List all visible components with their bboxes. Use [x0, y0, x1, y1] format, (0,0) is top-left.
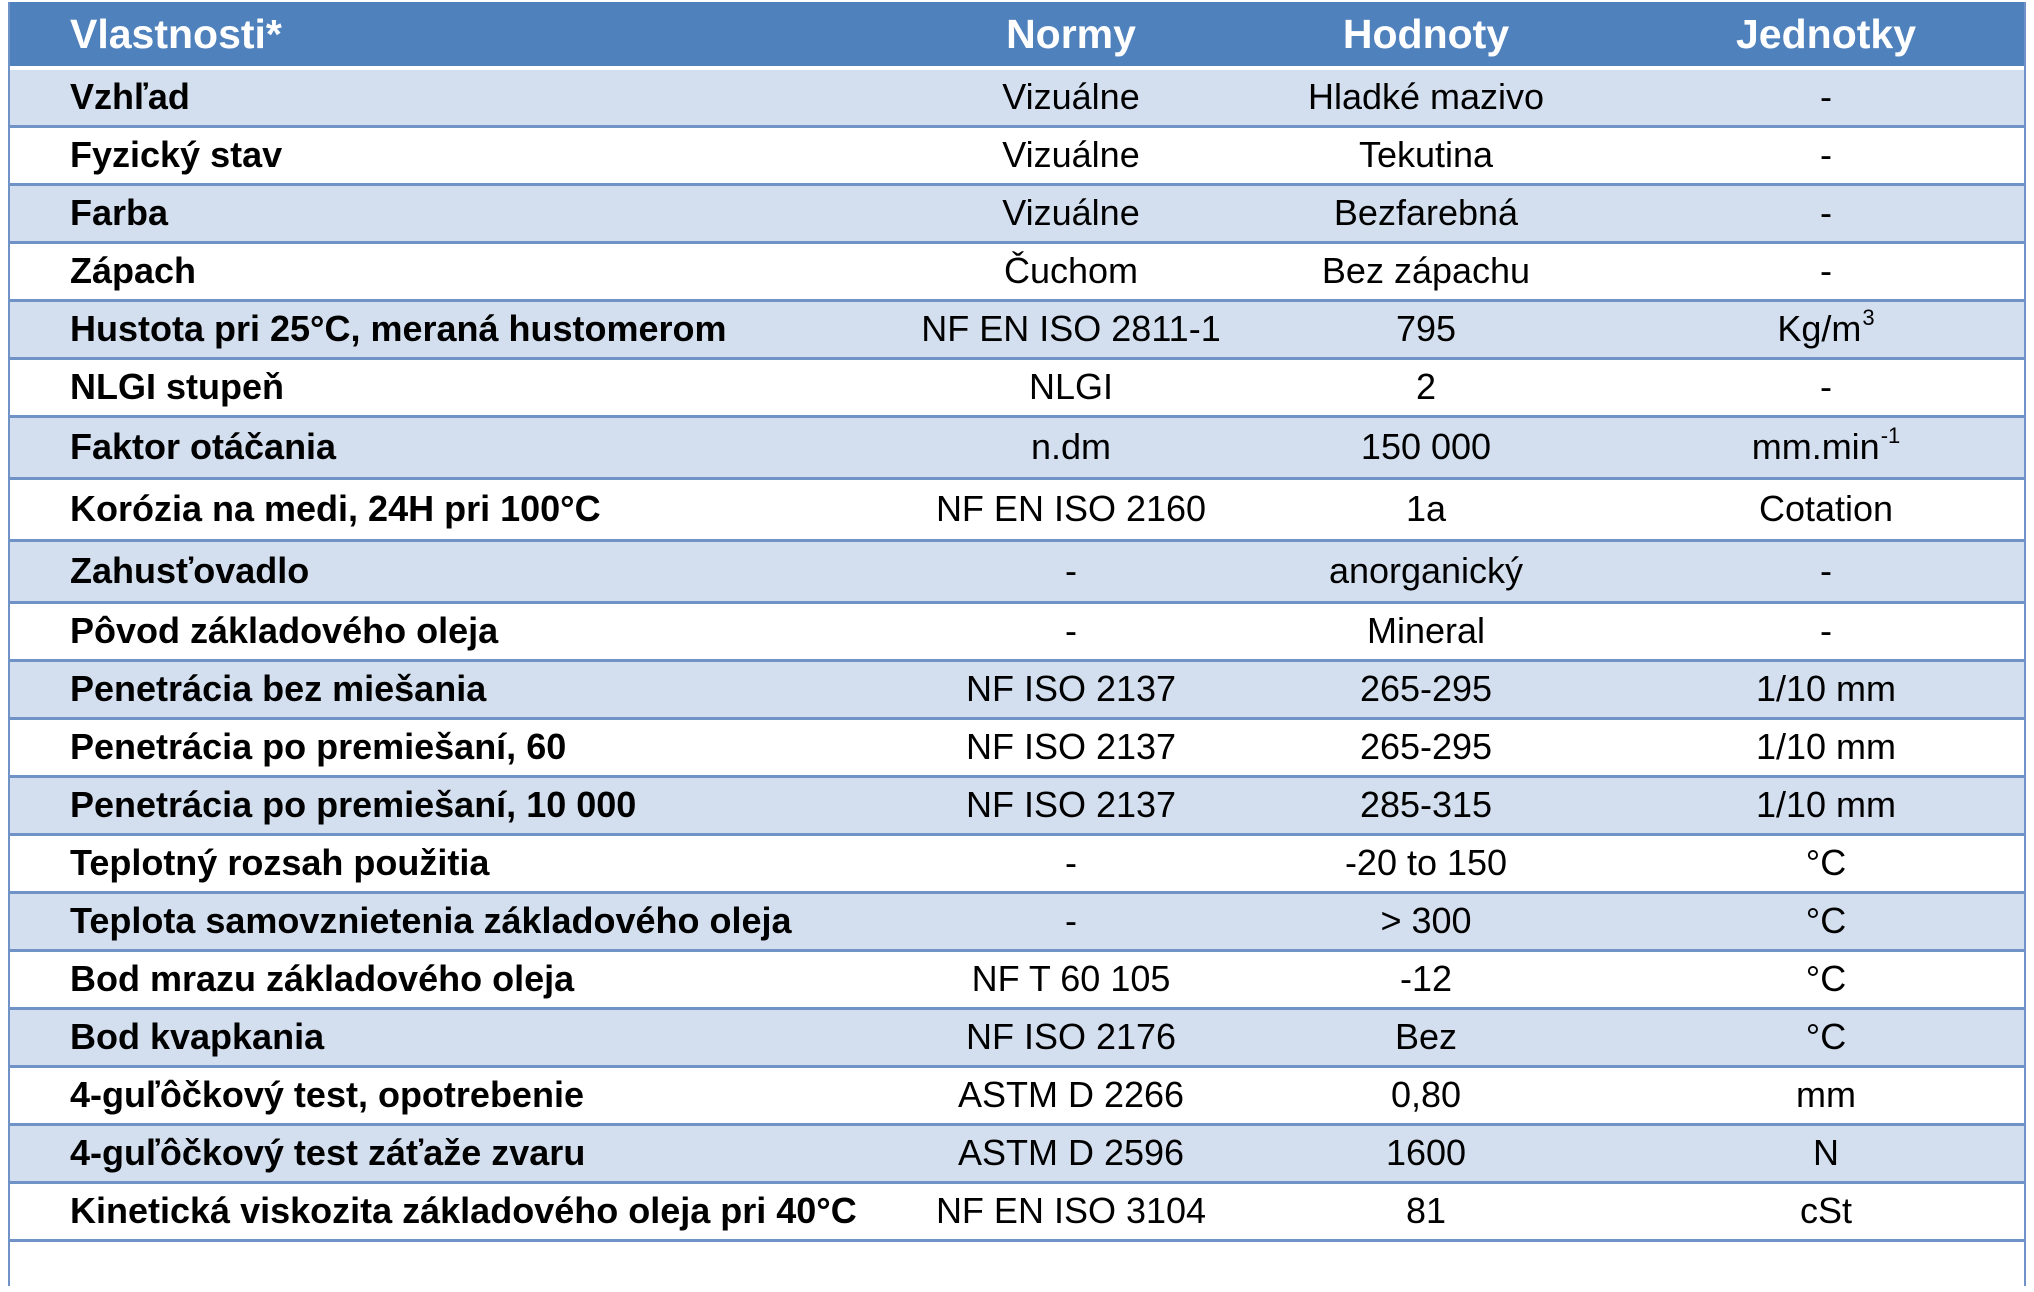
cell-unit: 1/10 mm — [1755, 668, 1897, 709]
unit-text: mm.min — [1751, 426, 1880, 467]
cell-property: Teplotný rozsah použitia — [70, 842, 490, 883]
cell-property: 4-guľôčkový test, opotrebenie — [70, 1074, 584, 1115]
cell-norm: NF ISO 2137 — [965, 668, 1177, 709]
table-row — [8, 358, 2026, 416]
cell-value: 81 — [1405, 1190, 1447, 1231]
cell-norm: NF T 60 105 — [971, 958, 1171, 999]
cell-value: 285-315 — [1359, 784, 1493, 825]
table-row — [8, 776, 2026, 834]
cell-norm: Vizuálne — [1002, 134, 1140, 175]
cell-property: Faktor otáčania — [70, 426, 337, 467]
table-row — [8, 892, 2026, 950]
cell-value: 150 000 — [1360, 426, 1492, 467]
cell-unit: °C — [1805, 958, 1847, 999]
cell-unit — [1626, 416, 2026, 478]
cell-norm: n.dm — [1030, 426, 1112, 467]
cell-property: Farba — [70, 192, 169, 233]
cell-property: Bod mrazu základového oleja — [70, 958, 575, 999]
table-row — [8, 660, 2026, 718]
cell-unit: - — [1820, 134, 1832, 175]
cell-norm: NF EN ISO 2160 — [935, 488, 1207, 529]
table-row — [8, 950, 2026, 1008]
cell-norm: NF EN ISO 3104 — [935, 1190, 1207, 1231]
cell-value: -12 — [1399, 958, 1453, 999]
cell-norm: Vizuálne — [1002, 76, 1140, 118]
cell-value: 265-295 — [1359, 668, 1493, 709]
cell-unit: - — [1820, 192, 1832, 233]
unit-superscript: -1 — [1880, 423, 1901, 448]
cell-property: Fyzický stav — [70, 134, 283, 175]
cell-value: 795 — [1395, 308, 1457, 349]
cell-unit: Cotation — [1758, 488, 1894, 529]
cell-unit: °C — [1805, 900, 1847, 941]
header-value: Hodnoty — [1226, 2, 1626, 68]
cell-norm: Vizuálne — [1002, 192, 1140, 233]
table-row — [8, 1008, 2026, 1066]
table-row — [8, 184, 2026, 242]
table-row — [8, 126, 2026, 184]
table-row — [8, 602, 2026, 660]
cell-value: 1a — [1405, 488, 1447, 529]
unit-text: Kg/m — [1777, 308, 1862, 349]
cell-property: Penetrácia po premiešaní, 10 000 — [70, 784, 637, 825]
cell-norm: NF ISO 2137 — [965, 784, 1177, 825]
cell-property: Zápach — [70, 250, 197, 291]
cell-unit: °C — [1805, 1016, 1847, 1057]
cell-property: Vzhľad — [70, 76, 190, 118]
cell-unit: cSt — [1799, 1190, 1852, 1231]
cell-property: Teplota samovznietenia základového oleja — [70, 900, 792, 941]
cell-norm: Čuchom — [1003, 250, 1139, 291]
table-body — [8, 68, 2026, 1240]
cell-norm: - — [1065, 900, 1077, 941]
cell-norm: NF EN ISO 2811-1 — [921, 308, 1221, 349]
cell-unit: - — [1820, 250, 1832, 291]
cell-property: 4-guľôčkový test záťaže zvaru — [70, 1132, 586, 1173]
cell-unit — [1626, 300, 2026, 358]
properties-table-container — [8, 2, 2026, 1242]
cell-norm: ASTM D 2596 — [957, 1132, 1185, 1173]
cell-value: 265-295 — [1359, 726, 1493, 767]
cell-unit: - — [1820, 366, 1832, 407]
cell-value: Bez zápachu — [1321, 250, 1531, 291]
cell-norm: NF ISO 2137 — [965, 726, 1177, 767]
cell-value: Tekutina — [1358, 134, 1494, 175]
header-row — [8, 2, 2026, 68]
table-row — [8, 68, 2026, 126]
table-row — [8, 300, 2026, 358]
cell-value: Hladké mazivo — [1307, 76, 1545, 118]
cell-norm: - — [1065, 842, 1077, 883]
cell-property: NLGI stupeň — [70, 366, 284, 407]
table-header — [8, 2, 2026, 68]
cell-unit: - — [1820, 550, 1832, 591]
table-row — [8, 1124, 2026, 1182]
cell-norm: NF ISO 2176 — [965, 1016, 1177, 1057]
cell-norm: NLGI — [1028, 366, 1114, 407]
cell-property: Zahusťovadlo — [70, 550, 310, 591]
cell-unit: mm — [1796, 1074, 1856, 1115]
cell-norm: - — [1065, 550, 1077, 591]
cell-value: -20 to 150 — [1344, 842, 1508, 883]
table-row — [8, 834, 2026, 892]
cell-norm: ASTM D 2266 — [957, 1074, 1185, 1115]
cell-value: Bezfarebná — [1333, 192, 1519, 233]
cell-value: 1600 — [1385, 1132, 1467, 1173]
header-property: Vlastnosti* — [8, 2, 916, 68]
cell-value: anorganický — [1328, 550, 1524, 591]
cell-unit: 1/10 mm — [1755, 726, 1897, 767]
cell-value: 0,80 — [1390, 1074, 1462, 1115]
cell-unit: °C — [1805, 842, 1847, 883]
cell-property: Bod kvapkania — [70, 1016, 325, 1057]
table-row — [8, 416, 2026, 478]
table-row — [8, 540, 2026, 602]
header-norm: Normy — [916, 2, 1226, 68]
cell-property: Hustota pri 25°C, meraná hustomerom — [70, 308, 727, 349]
cell-value: Bez — [1394, 1016, 1458, 1057]
cell-property: Pôvod základového oleja — [70, 610, 499, 651]
unit-superscript: 3 — [1862, 305, 1875, 330]
header-unit: Jednotky — [1626, 2, 2026, 68]
cell-unit: - — [1820, 610, 1832, 651]
cell-property: Penetrácia po premiešaní, 60 — [70, 726, 567, 767]
cell-unit: 1/10 mm — [1755, 784, 1897, 825]
table-row — [8, 1182, 2026, 1240]
cell-unit: N — [1813, 1132, 1839, 1173]
cell-value: > 300 — [1380, 900, 1472, 941]
table-row — [8, 478, 2026, 540]
cell-unit: - — [1820, 76, 1832, 118]
cell-norm: - — [1065, 610, 1077, 651]
table-row — [8, 242, 2026, 300]
cell-property: Korózia na medi, 24H pri 100°C — [70, 488, 601, 529]
cell-value: Mineral — [1366, 610, 1486, 651]
properties-table — [8, 2, 2026, 1242]
cell-property: Kinetická viskozita základového oleja pri 40°C — [70, 1190, 857, 1231]
cell-property: Penetrácia bez miešania — [70, 668, 487, 709]
table-row — [8, 1066, 2026, 1124]
cell-value: 2 — [1415, 366, 1437, 407]
table-row — [8, 718, 2026, 776]
